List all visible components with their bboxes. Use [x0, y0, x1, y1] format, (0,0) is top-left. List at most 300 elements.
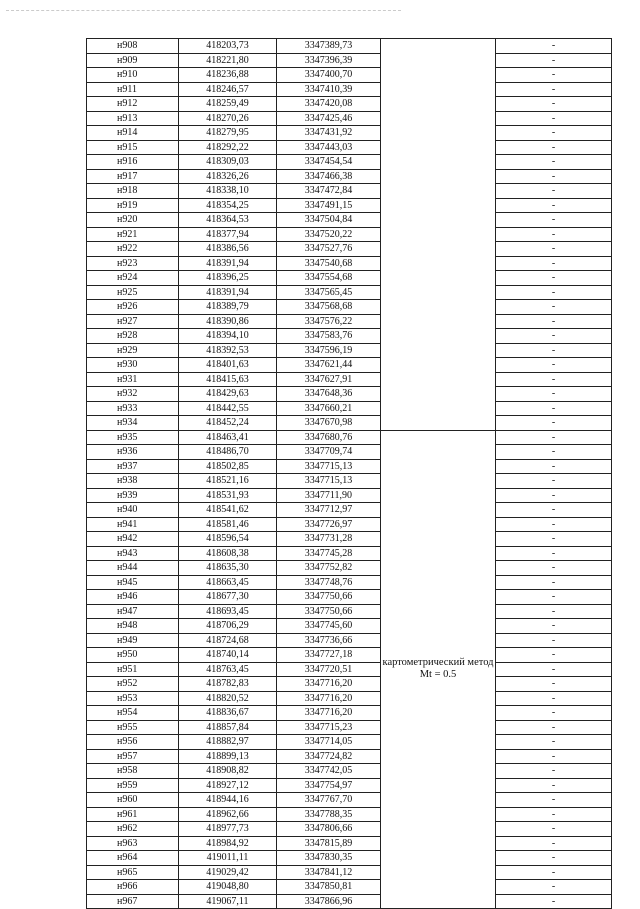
description-cell: -	[496, 184, 612, 199]
point-id-cell: н944	[87, 561, 179, 576]
x-coordinate-cell: 418706,29	[179, 619, 277, 634]
description-cell: -	[496, 865, 612, 880]
x-coordinate-cell: 418944,16	[179, 793, 277, 808]
x-coordinate-cell: 418977,73	[179, 822, 277, 837]
y-coordinate-cell: 3347711,90	[277, 488, 381, 503]
description-cell: -	[496, 546, 612, 561]
description-cell: -	[496, 807, 612, 822]
description-cell: -	[496, 561, 612, 576]
table-row	[87, 372, 612, 387]
table-row	[87, 474, 612, 489]
x-coordinate-cell: 418364,53	[179, 213, 277, 228]
table-row	[87, 575, 612, 590]
y-coordinate-cell: 3347596,19	[277, 343, 381, 358]
point-id-cell: н914	[87, 126, 179, 141]
point-id-cell: н961	[87, 807, 179, 822]
y-coordinate-cell: 3347400,70	[277, 68, 381, 83]
description-cell: -	[496, 532, 612, 547]
description-cell: -	[496, 39, 612, 54]
x-coordinate-cell: 418338,10	[179, 184, 277, 199]
y-coordinate-cell: 3347648,36	[277, 387, 381, 402]
table-row	[87, 126, 612, 141]
y-coordinate-cell: 3347670,98	[277, 416, 381, 431]
method-cell	[381, 39, 496, 431]
point-id-cell: н916	[87, 155, 179, 170]
description-cell: -	[496, 662, 612, 677]
x-coordinate-cell: 418541,62	[179, 503, 277, 518]
table-row	[87, 778, 612, 793]
x-coordinate-cell: 418391,94	[179, 256, 277, 271]
description-cell: -	[496, 648, 612, 663]
y-coordinate-cell: 3347715,23	[277, 720, 381, 735]
description-cell: -	[496, 271, 612, 286]
point-id-cell: н911	[87, 82, 179, 97]
table-row	[87, 546, 612, 561]
description-cell: -	[496, 778, 612, 793]
x-coordinate-cell: 418390,86	[179, 314, 277, 329]
table-row	[87, 97, 612, 112]
y-coordinate-cell: 3347830,35	[277, 851, 381, 866]
x-coordinate-cell: 419067,11	[179, 894, 277, 909]
y-coordinate-cell: 3347727,18	[277, 648, 381, 663]
x-coordinate-cell: 418486,70	[179, 445, 277, 460]
y-coordinate-cell: 3347660,21	[277, 401, 381, 416]
coordinates-table	[86, 38, 612, 909]
description-cell: -	[496, 111, 612, 126]
description-cell: -	[496, 517, 612, 532]
description-cell: -	[496, 430, 612, 445]
point-id-cell: н927	[87, 314, 179, 329]
x-coordinate-cell: 419048,80	[179, 880, 277, 895]
x-coordinate-cell: 418899,13	[179, 749, 277, 764]
x-coordinate-cell: 418391,94	[179, 285, 277, 300]
y-coordinate-cell: 3347750,66	[277, 604, 381, 619]
table-row	[87, 256, 612, 271]
point-id-cell: н908	[87, 39, 179, 54]
point-id-cell: н933	[87, 401, 179, 416]
method-cell: картометрический метод Mt = 0.5	[381, 430, 496, 909]
point-id-cell: н965	[87, 865, 179, 880]
description-cell: -	[496, 459, 612, 474]
point-id-cell: н945	[87, 575, 179, 590]
x-coordinate-cell: 418596,54	[179, 532, 277, 547]
point-id-cell: н953	[87, 691, 179, 706]
x-coordinate-cell: 418677,30	[179, 590, 277, 605]
point-id-cell: н954	[87, 706, 179, 721]
description-cell: -	[496, 735, 612, 750]
header-scan-fragment	[6, 10, 401, 13]
description-cell: -	[496, 343, 612, 358]
point-id-cell: н930	[87, 358, 179, 373]
y-coordinate-cell: 3347527,76	[277, 242, 381, 257]
point-id-cell: н929	[87, 343, 179, 358]
description-cell: -	[496, 793, 612, 808]
y-coordinate-cell: 3347752,82	[277, 561, 381, 576]
table-row	[87, 329, 612, 344]
y-coordinate-cell: 3347454,54	[277, 155, 381, 170]
description-cell: -	[496, 169, 612, 184]
point-id-cell: н941	[87, 517, 179, 532]
y-coordinate-cell: 3347443,03	[277, 140, 381, 155]
x-coordinate-cell: 418279,95	[179, 126, 277, 141]
y-coordinate-cell: 3347583,76	[277, 329, 381, 344]
table-row	[87, 488, 612, 503]
table-row	[87, 82, 612, 97]
description-cell: -	[496, 416, 612, 431]
table-row	[87, 720, 612, 735]
description-cell: -	[496, 503, 612, 518]
table-row	[87, 227, 612, 242]
y-coordinate-cell: 3347540,68	[277, 256, 381, 271]
x-coordinate-cell: 418836,67	[179, 706, 277, 721]
table-row	[87, 662, 612, 677]
y-coordinate-cell: 3347466,38	[277, 169, 381, 184]
table-row	[87, 53, 612, 68]
point-id-cell: н920	[87, 213, 179, 228]
table-row	[87, 822, 612, 837]
point-id-cell: н951	[87, 662, 179, 677]
y-coordinate-cell: 3347680,76	[277, 430, 381, 445]
description-cell: -	[496, 590, 612, 605]
description-cell: -	[496, 880, 612, 895]
x-coordinate-cell: 418463,41	[179, 430, 277, 445]
y-coordinate-cell: 3347565,45	[277, 285, 381, 300]
description-cell: -	[496, 285, 612, 300]
point-id-cell: н918	[87, 184, 179, 199]
table-row	[87, 68, 612, 83]
y-coordinate-cell: 3347520,22	[277, 227, 381, 242]
y-coordinate-cell: 3347714,05	[277, 735, 381, 750]
point-id-cell: н936	[87, 445, 179, 460]
point-id-cell: н932	[87, 387, 179, 402]
y-coordinate-cell: 3347396,39	[277, 53, 381, 68]
point-id-cell: н950	[87, 648, 179, 663]
y-coordinate-cell: 3347712,97	[277, 503, 381, 518]
description-cell: -	[496, 604, 612, 619]
y-coordinate-cell: 3347715,13	[277, 474, 381, 489]
table-row	[87, 677, 612, 692]
x-coordinate-cell: 418429,63	[179, 387, 277, 402]
point-id-cell: н942	[87, 532, 179, 547]
description-cell: -	[496, 314, 612, 329]
table-row	[87, 140, 612, 155]
y-coordinate-cell: 3347726,97	[277, 517, 381, 532]
description-cell: -	[496, 329, 612, 344]
x-coordinate-cell: 418962,66	[179, 807, 277, 822]
description-cell: -	[496, 474, 612, 489]
description-cell: -	[496, 126, 612, 141]
table-row	[87, 314, 612, 329]
table-row	[87, 416, 612, 431]
y-coordinate-cell: 3347720,51	[277, 662, 381, 677]
table-row	[87, 213, 612, 228]
table-row	[87, 764, 612, 779]
description-cell: -	[496, 706, 612, 721]
x-coordinate-cell: 418389,79	[179, 300, 277, 315]
y-coordinate-cell: 3347568,68	[277, 300, 381, 315]
point-id-cell: н934	[87, 416, 179, 431]
table-row	[87, 648, 612, 663]
y-coordinate-cell: 3347410,39	[277, 82, 381, 97]
y-coordinate-cell: 3347504,84	[277, 213, 381, 228]
description-cell: -	[496, 358, 612, 373]
point-id-cell: н947	[87, 604, 179, 619]
y-coordinate-cell: 3347750,66	[277, 590, 381, 605]
x-coordinate-cell: 418820,52	[179, 691, 277, 706]
y-coordinate-cell: 3347841,12	[277, 865, 381, 880]
description-cell: -	[496, 198, 612, 213]
x-coordinate-cell: 418740,14	[179, 648, 277, 663]
y-coordinate-cell: 3347715,13	[277, 459, 381, 474]
table-row	[87, 735, 612, 750]
x-coordinate-cell: 418203,73	[179, 39, 277, 54]
description-cell: -	[496, 97, 612, 112]
table-row	[87, 836, 612, 851]
x-coordinate-cell: 418724,68	[179, 633, 277, 648]
point-id-cell: н926	[87, 300, 179, 315]
point-id-cell: н966	[87, 880, 179, 895]
point-id-cell: н909	[87, 53, 179, 68]
table-row	[87, 749, 612, 764]
description-cell: -	[496, 575, 612, 590]
x-coordinate-cell: 418782,83	[179, 677, 277, 692]
x-coordinate-cell: 418396,25	[179, 271, 277, 286]
description-cell: -	[496, 445, 612, 460]
description-cell: -	[496, 488, 612, 503]
point-id-cell: н949	[87, 633, 179, 648]
x-coordinate-cell: 418326,26	[179, 169, 277, 184]
point-id-cell: н957	[87, 749, 179, 764]
description-cell: -	[496, 691, 612, 706]
description-cell: -	[496, 633, 612, 648]
table-row	[87, 865, 612, 880]
x-coordinate-cell: 419011,11	[179, 851, 277, 866]
y-coordinate-cell: 3347576,22	[277, 314, 381, 329]
x-coordinate-cell: 418236,88	[179, 68, 277, 83]
description-cell: -	[496, 155, 612, 170]
description-cell: -	[496, 242, 612, 257]
table-row	[87, 387, 612, 402]
description-cell: -	[496, 213, 612, 228]
x-coordinate-cell: 418394,10	[179, 329, 277, 344]
x-coordinate-cell: 418246,57	[179, 82, 277, 97]
table-row	[87, 184, 612, 199]
description-cell: -	[496, 677, 612, 692]
table-row	[87, 445, 612, 460]
point-id-cell: н931	[87, 372, 179, 387]
description-cell: -	[496, 720, 612, 735]
description-cell: -	[496, 749, 612, 764]
y-coordinate-cell: 3347754,97	[277, 778, 381, 793]
point-id-cell: н952	[87, 677, 179, 692]
y-coordinate-cell: 3347420,08	[277, 97, 381, 112]
point-id-cell: н962	[87, 822, 179, 837]
table-row	[87, 459, 612, 474]
point-id-cell: н964	[87, 851, 179, 866]
x-coordinate-cell: 418531,93	[179, 488, 277, 503]
description-cell: -	[496, 227, 612, 242]
table-row	[87, 198, 612, 213]
point-id-cell: н925	[87, 285, 179, 300]
table-row	[87, 691, 612, 706]
table-row	[87, 851, 612, 866]
y-coordinate-cell: 3347716,20	[277, 691, 381, 706]
description-cell: -	[496, 256, 612, 271]
table-row	[87, 633, 612, 648]
description-cell: -	[496, 140, 612, 155]
description-cell: -	[496, 387, 612, 402]
table-row	[87, 793, 612, 808]
point-id-cell: н917	[87, 169, 179, 184]
x-coordinate-cell: 418927,12	[179, 778, 277, 793]
table-row	[87, 706, 612, 721]
point-id-cell: н955	[87, 720, 179, 735]
point-id-cell: н940	[87, 503, 179, 518]
coordinates-table-body	[87, 39, 612, 909]
point-id-cell: н960	[87, 793, 179, 808]
x-coordinate-cell: 418763,45	[179, 662, 277, 677]
x-coordinate-cell: 418608,38	[179, 546, 277, 561]
y-coordinate-cell: 3347731,28	[277, 532, 381, 547]
point-id-cell: н959	[87, 778, 179, 793]
y-coordinate-cell: 3347389,73	[277, 39, 381, 54]
table-row	[87, 343, 612, 358]
y-coordinate-cell: 3347431,92	[277, 126, 381, 141]
description-cell: -	[496, 822, 612, 837]
description-cell: -	[496, 68, 612, 83]
x-coordinate-cell: 418908,82	[179, 764, 277, 779]
description-cell: -	[496, 82, 612, 97]
point-id-cell: н915	[87, 140, 179, 155]
x-coordinate-cell: 419029,42	[179, 865, 277, 880]
y-coordinate-cell: 3347621,44	[277, 358, 381, 373]
y-coordinate-cell: 3347724,82	[277, 749, 381, 764]
x-coordinate-cell: 418857,84	[179, 720, 277, 735]
point-id-cell: н939	[87, 488, 179, 503]
x-coordinate-cell: 418442,55	[179, 401, 277, 416]
table-row	[87, 271, 612, 286]
description-cell: -	[496, 372, 612, 387]
description-cell: -	[496, 836, 612, 851]
table-row	[87, 242, 612, 257]
x-coordinate-cell: 418984,92	[179, 836, 277, 851]
x-coordinate-cell: 418386,56	[179, 242, 277, 257]
point-id-cell: н948	[87, 619, 179, 634]
x-coordinate-cell: 418635,30	[179, 561, 277, 576]
x-coordinate-cell: 418663,45	[179, 575, 277, 590]
point-id-cell: н921	[87, 227, 179, 242]
table-row	[87, 604, 612, 619]
y-coordinate-cell: 3347745,28	[277, 546, 381, 561]
description-cell: -	[496, 894, 612, 909]
table-row	[87, 155, 612, 170]
table-row	[87, 561, 612, 576]
y-coordinate-cell: 3347627,91	[277, 372, 381, 387]
y-coordinate-cell: 3347709,74	[277, 445, 381, 460]
point-id-cell: н937	[87, 459, 179, 474]
description-cell: -	[496, 764, 612, 779]
y-coordinate-cell: 3347736,66	[277, 633, 381, 648]
table-row	[87, 430, 612, 445]
x-coordinate-cell: 418309,03	[179, 155, 277, 170]
y-coordinate-cell: 3347788,35	[277, 807, 381, 822]
table-row	[87, 300, 612, 315]
table-row	[87, 894, 612, 909]
y-coordinate-cell: 3347850,81	[277, 880, 381, 895]
point-id-cell: н938	[87, 474, 179, 489]
y-coordinate-cell: 3347806,66	[277, 822, 381, 837]
x-coordinate-cell: 418502,85	[179, 459, 277, 474]
table-row	[87, 401, 612, 416]
point-id-cell: н922	[87, 242, 179, 257]
x-coordinate-cell: 418882,97	[179, 735, 277, 750]
y-coordinate-cell: 3347472,84	[277, 184, 381, 199]
x-coordinate-cell: 418377,94	[179, 227, 277, 242]
x-coordinate-cell: 418392,53	[179, 343, 277, 358]
description-cell: -	[496, 851, 612, 866]
table-row	[87, 807, 612, 822]
x-coordinate-cell: 418259,49	[179, 97, 277, 112]
x-coordinate-cell: 418415,63	[179, 372, 277, 387]
x-coordinate-cell: 418693,45	[179, 604, 277, 619]
x-coordinate-cell: 418452,24	[179, 416, 277, 431]
point-id-cell: н943	[87, 546, 179, 561]
point-id-cell: н956	[87, 735, 179, 750]
point-id-cell: н967	[87, 894, 179, 909]
table-row	[87, 169, 612, 184]
table-row	[87, 619, 612, 634]
y-coordinate-cell: 3347425,46	[277, 111, 381, 126]
description-cell: -	[496, 300, 612, 315]
point-id-cell: н958	[87, 764, 179, 779]
y-coordinate-cell: 3347745,60	[277, 619, 381, 634]
table-row	[87, 111, 612, 126]
point-id-cell: н912	[87, 97, 179, 112]
y-coordinate-cell: 3347767,70	[277, 793, 381, 808]
point-id-cell: н928	[87, 329, 179, 344]
table-row	[87, 532, 612, 547]
point-id-cell: н924	[87, 271, 179, 286]
table-row	[87, 358, 612, 373]
description-cell: -	[496, 53, 612, 68]
y-coordinate-cell: 3347716,20	[277, 706, 381, 721]
table-row	[87, 503, 612, 518]
x-coordinate-cell: 418221,80	[179, 53, 277, 68]
x-coordinate-cell: 418354,25	[179, 198, 277, 213]
x-coordinate-cell: 418270,26	[179, 111, 277, 126]
y-coordinate-cell: 3347815,89	[277, 836, 381, 851]
y-coordinate-cell: 3347554,68	[277, 271, 381, 286]
point-id-cell: н919	[87, 198, 179, 213]
point-id-cell: н963	[87, 836, 179, 851]
table-row	[87, 517, 612, 532]
y-coordinate-cell: 3347491,15	[277, 198, 381, 213]
description-cell: -	[496, 619, 612, 634]
x-coordinate-cell: 418521,16	[179, 474, 277, 489]
y-coordinate-cell: 3347742,05	[277, 764, 381, 779]
y-coordinate-cell: 3347748,76	[277, 575, 381, 590]
point-id-cell: н913	[87, 111, 179, 126]
table-row	[87, 880, 612, 895]
table-row	[87, 39, 612, 54]
x-coordinate-cell: 418401,63	[179, 358, 277, 373]
point-id-cell: н910	[87, 68, 179, 83]
point-id-cell: н923	[87, 256, 179, 271]
x-coordinate-cell: 418292,22	[179, 140, 277, 155]
description-cell: -	[496, 401, 612, 416]
table-row	[87, 285, 612, 300]
point-id-cell: н935	[87, 430, 179, 445]
